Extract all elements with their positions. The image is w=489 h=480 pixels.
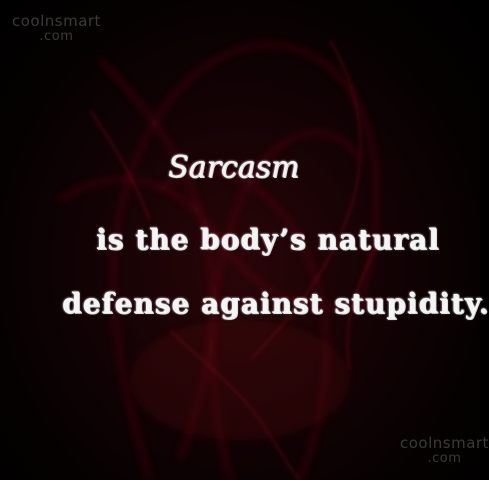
watermark-top-domain: .com: [39, 29, 74, 44]
quote-line-1: Sarcasm: [168, 150, 300, 185]
watermark-bottom: [400, 436, 489, 466]
watermark-bottom-domain: .com: [427, 451, 462, 466]
watermark-top-name: coolnsmart: [12, 12, 101, 30]
watermark-top: [12, 14, 101, 44]
quote-line-3: defense against stupidity.: [62, 287, 489, 320]
watermark-bottom-name: coolnsmart: [400, 434, 489, 452]
quote-line-2: is the body’s natural: [96, 223, 440, 256]
